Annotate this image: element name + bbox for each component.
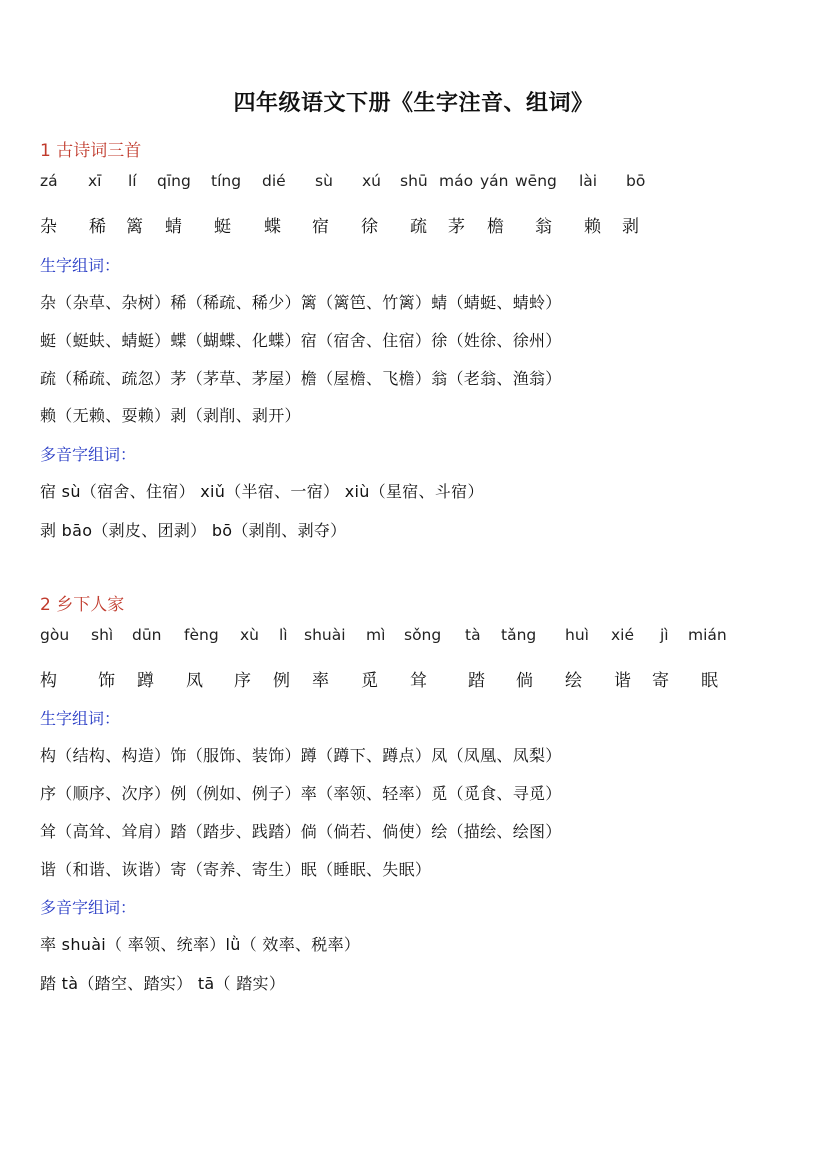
lesson-1-polyphone-line: 宿 sù（宿舍、住宿） xiǔ（半宿、一宿） xiù（星宿、斗宿） — [40, 482, 484, 501]
pinyin: yán — [480, 172, 509, 190]
pinyin: máo — [439, 172, 474, 190]
lesson-1-words-line: 疏（稀疏、疏忽）茅（茅草、茅屋）檐（屋檐、飞檐）翁（老翁、渔翁） — [40, 369, 562, 388]
character: 杂 — [40, 217, 57, 237]
pinyin: lí — [128, 172, 137, 190]
character: 倘 — [516, 671, 533, 691]
pinyin: zá — [40, 172, 58, 190]
character: 绘 — [565, 671, 582, 691]
lesson-1-words-line: 杂（杂草、杂树）稀（稀疏、稀少）篱（篱笆、竹篱）蜻（蜻蜓、蜻蛉） — [40, 293, 562, 312]
character: 寄 — [652, 671, 669, 691]
character: 序 — [234, 671, 251, 691]
lesson-1-heading: 1 古诗词三首 — [40, 141, 142, 161]
character: 蝶 — [264, 217, 281, 237]
pinyin: dūn — [132, 626, 162, 644]
pinyin: mián — [688, 626, 727, 644]
character: 率 — [312, 671, 329, 691]
lesson-2-words-label: 生字组词： — [40, 709, 121, 728]
character: 徐 — [361, 217, 378, 237]
character: 眠 — [701, 671, 718, 691]
character: 翁 — [535, 217, 552, 237]
character: 赖 — [584, 217, 601, 237]
pinyin: sù — [315, 172, 333, 190]
pinyin: shuài — [304, 626, 346, 644]
pinyin: xù — [240, 626, 259, 644]
document-title: 四年级语文下册《生字注音、组词》 — [233, 90, 594, 116]
character: 构 — [40, 671, 57, 691]
pinyin: dié — [262, 172, 286, 190]
lesson-2-words-line: 序（顺序、次序）例（例如、例子）率（率领、轻率）觅（觅食、寻觅） — [40, 784, 562, 803]
lesson-2-character-row — [0, 666, 827, 690]
lesson-1-pinyin-row — [0, 172, 827, 196]
lesson-2-polyphone-label: 多音字组词： — [40, 898, 137, 917]
pinyin: tǎng — [501, 626, 537, 644]
lesson-1-character-row — [0, 212, 827, 236]
lesson-2-words-line: 构（结构、构造）饰（服饰、装饰）蹲（蹲下、蹲点）凤（凤凰、凤梨） — [40, 746, 562, 765]
pinyin: tíng — [211, 172, 242, 190]
lesson-2-polyphone-line: 踏 tà（踏空、踏实） tā（ 踏实） — [40, 974, 286, 993]
character: 檐 — [487, 217, 504, 237]
pinyin: tà — [465, 626, 481, 644]
pinyin: qīng — [157, 172, 191, 190]
pinyin: xié — [611, 626, 635, 644]
pinyin: gòu — [40, 626, 70, 644]
lesson-2-pinyin-row — [0, 626, 827, 650]
character: 宿 — [312, 217, 329, 237]
character: 稀 — [89, 217, 106, 237]
character: 篱 — [126, 217, 143, 237]
character: 谐 — [614, 671, 631, 691]
character: 疏 — [410, 217, 427, 237]
character: 蹲 — [137, 671, 154, 691]
pinyin: lì — [279, 626, 288, 644]
pinyin: shì — [91, 626, 114, 644]
character: 觅 — [361, 671, 378, 691]
character: 饰 — [98, 671, 115, 691]
pinyin: sǒng — [404, 626, 442, 644]
pinyin: bō — [626, 172, 646, 190]
character: 蜓 — [214, 217, 231, 237]
pinyin: wēng — [515, 172, 557, 190]
lesson-1-polyphone-label: 多音字组词： — [40, 445, 137, 464]
pinyin: lài — [579, 172, 598, 190]
pinyin: fèng — [184, 626, 219, 644]
pinyin: xī — [88, 172, 102, 190]
lesson-2-polyphone-line: 率 shuài（ 率领、统率）lǜ（ 效率、税率） — [40, 935, 361, 954]
pinyin: jì — [660, 626, 669, 644]
lesson-1-words-line: 蜓（蜓蚨、蜻蜓）蝶（蝴蝶、化蝶）宿（宿舍、住宿）徐（姓徐、徐州） — [40, 331, 562, 350]
lesson-2-words-line: 耸（高耸、耸肩）踏（踏步、践踏）倘（倘若、倘使）绘（描绘、绘图） — [40, 822, 562, 841]
pinyin: huì — [565, 626, 589, 644]
pinyin: mì — [366, 626, 386, 644]
lesson-2-words-line: 谐（和谐、诙谐）寄（寄养、寄生）眠（睡眠、失眠） — [40, 860, 432, 879]
character: 踏 — [468, 671, 485, 691]
lesson-1-polyphone-line: 剥 bāo（剥皮、团剥） bō（剥削、剥夺） — [40, 521, 347, 540]
pinyin: xú — [362, 172, 381, 190]
lesson-1-words-label: 生字组词： — [40, 256, 121, 275]
character: 例 — [273, 671, 290, 691]
character: 耸 — [410, 671, 427, 691]
lesson-1-words-line: 赖（无赖、耍赖）剥（剥削、剥开） — [40, 406, 301, 425]
lesson-2-heading: 2 乡下人家 — [40, 595, 125, 615]
pinyin: shū — [400, 172, 428, 190]
character: 凤 — [186, 671, 203, 691]
character: 蜻 — [165, 217, 182, 237]
character: 剥 — [622, 217, 639, 237]
character: 茅 — [448, 217, 465, 237]
